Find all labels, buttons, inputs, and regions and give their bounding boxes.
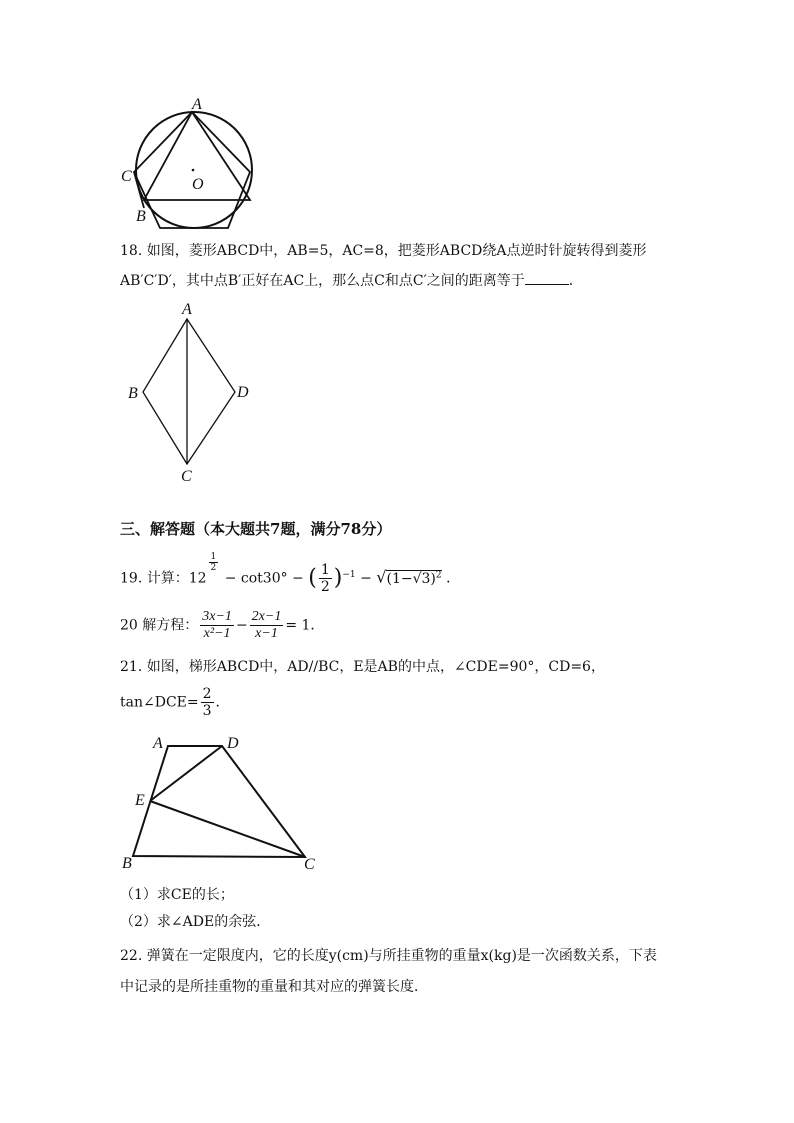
q20-prefix: 20 解方程： bbox=[120, 617, 199, 634]
q19-sqrt-exp: 2 bbox=[435, 569, 442, 580]
q20-f1-den: x²−1 bbox=[203, 626, 231, 641]
q19-paren-close: ) bbox=[333, 565, 343, 591]
q20-rhs: = 1． bbox=[285, 617, 325, 634]
label-o: O bbox=[192, 176, 204, 193]
q19-exp-num: 1 bbox=[210, 552, 217, 562]
label-b: B bbox=[136, 208, 146, 225]
q20-f2-num: 2x−1 bbox=[251, 609, 282, 624]
q18-line1: 18. 如图，菱形ABCD中，AB=5，AC=8，把菱形ABCD绕A点逆时针旋转得到菱形 bbox=[120, 243, 647, 259]
q21-line2-prefix: tan∠DCE= bbox=[120, 694, 199, 711]
q20-f2-den: x−1 bbox=[255, 626, 278, 641]
q19-exp-den: 2 bbox=[210, 563, 217, 573]
q19-part3: − bbox=[360, 570, 372, 587]
q18-line2-text: AB′C′D′，其中点B′正好在AC上，那么点C和点C′之间的距离等于 bbox=[120, 273, 525, 289]
q21-sub1: （1）求CE的长； bbox=[120, 887, 234, 903]
q19-paren-open: ( bbox=[308, 565, 317, 591]
q21-frac-num: 2 bbox=[202, 686, 212, 702]
q21-sub2: （2）求∠ADE的余弦． bbox=[120, 914, 271, 930]
label-d: D bbox=[227, 735, 239, 752]
q19-sqrt-text: (1−√3) bbox=[386, 570, 436, 587]
label-a: A bbox=[192, 96, 202, 113]
q20-minus: − bbox=[235, 617, 248, 634]
label-c: C bbox=[181, 468, 192, 485]
label-e: E bbox=[135, 792, 145, 809]
label-b: B bbox=[128, 385, 138, 402]
q22-line2: 中记录的是所挂重物的重量和其对应的弹簧长度． bbox=[120, 979, 428, 995]
q19-exp2: −1 bbox=[342, 569, 356, 580]
q21-frac-den: 3 bbox=[202, 703, 212, 719]
q22-line1: 22. 弹簧在一定限度内，它的长度y(cm)与所挂重物的重量x(kg)是一次函数关系，下表 bbox=[120, 948, 657, 964]
label-c: C bbox=[121, 168, 132, 185]
q20-f1-num: 3x−1 bbox=[202, 609, 232, 624]
segment-ed bbox=[150, 746, 222, 801]
label-a: A bbox=[153, 735, 163, 752]
label-d: D bbox=[237, 384, 249, 401]
q19-prefix: 19. 计算：12 bbox=[120, 570, 207, 587]
q18-line2-end: ． bbox=[568, 273, 583, 289]
q19-end: ． bbox=[446, 570, 461, 587]
q19-frac-den: 2 bbox=[320, 579, 330, 595]
q21-line1: 21. 如图，梯形ABCD中，AD//BC，E是AB的中点，∠CDE=90°，CD=6， bbox=[120, 659, 605, 675]
label-a: A bbox=[182, 301, 192, 318]
sqrt-sign: √ bbox=[376, 567, 387, 587]
trapezoid-abcd bbox=[133, 746, 305, 857]
q21-line2-end: ． bbox=[215, 694, 230, 711]
segment-ec bbox=[150, 801, 305, 857]
label-c: C bbox=[304, 856, 315, 873]
section-3-heading: 三、解答题（本大题共7题，满分78分） bbox=[120, 520, 392, 538]
q19-frac-num: 1 bbox=[320, 562, 330, 578]
q19-part2: − cot30° − bbox=[224, 570, 304, 587]
label-b: B bbox=[122, 855, 132, 872]
